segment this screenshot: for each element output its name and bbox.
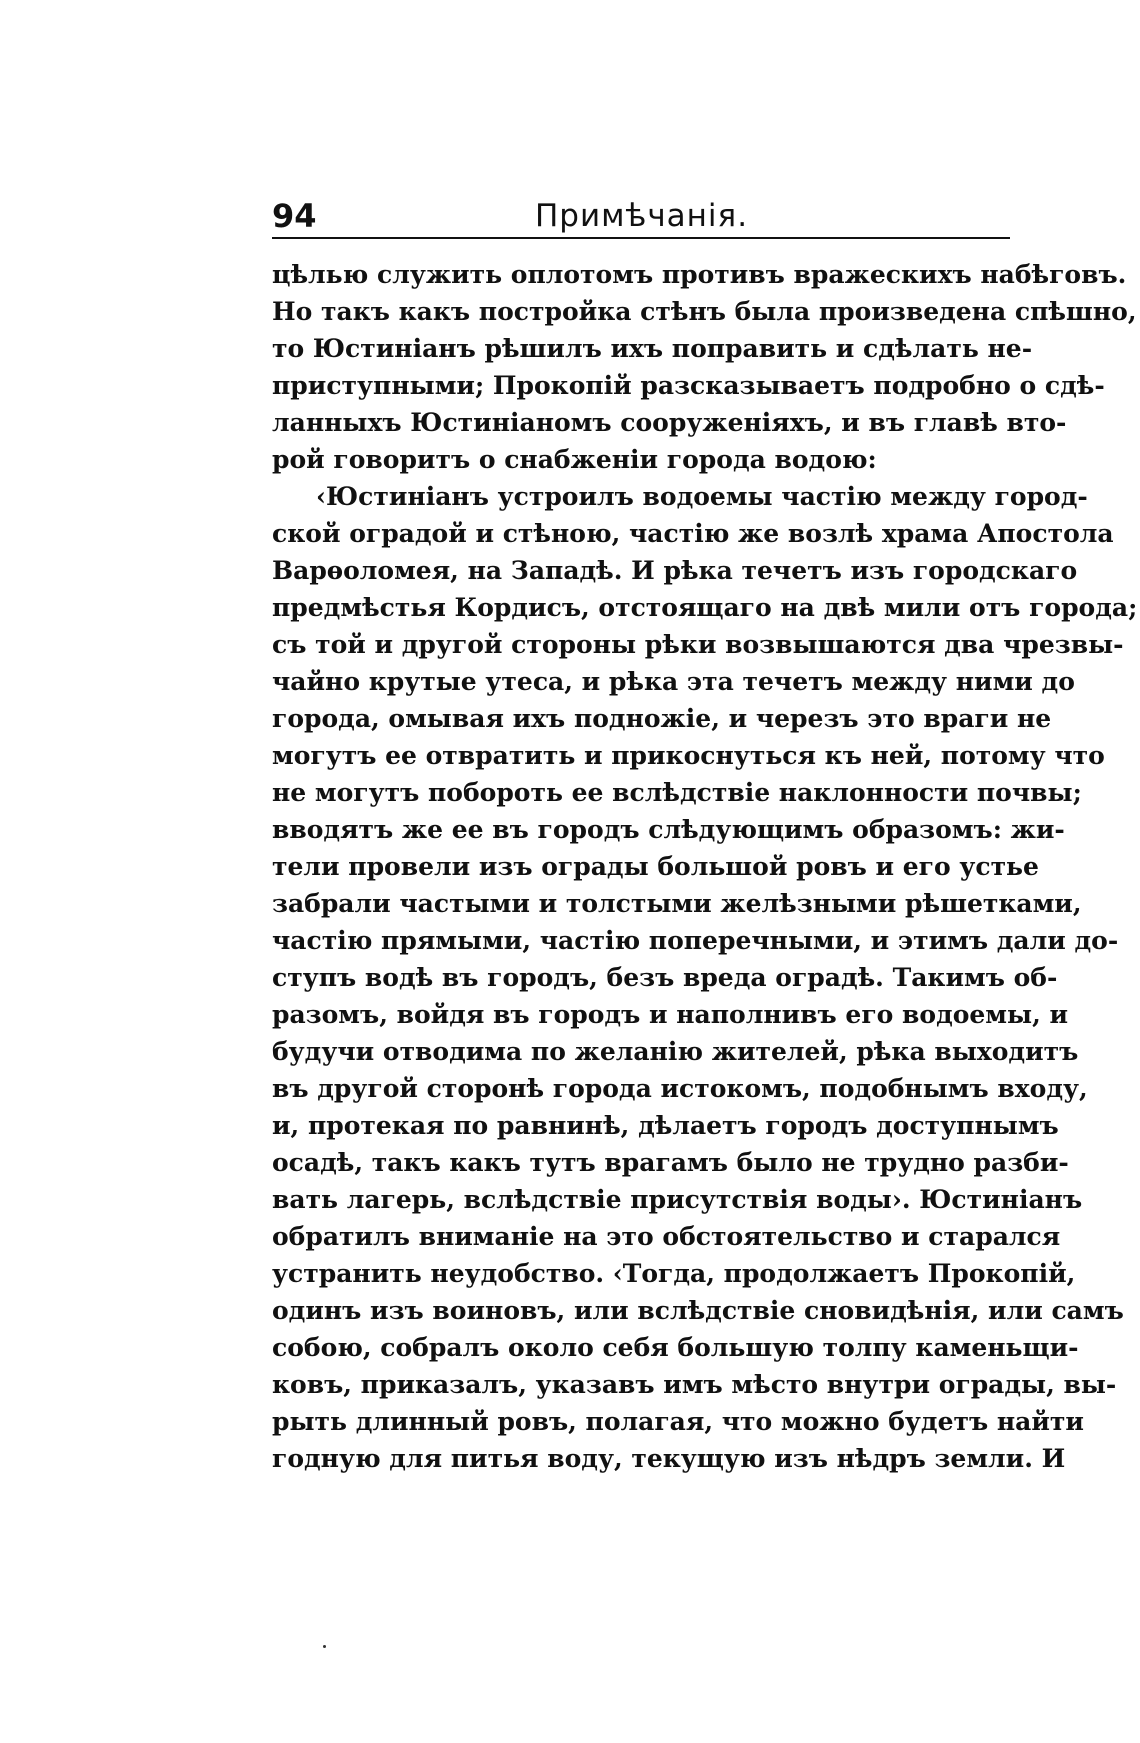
text-line: осадѣ, такъ какъ тутъ врагамъ было не трудно разби- — [272, 1148, 1069, 1177]
text-line: цѣлью служить оплотомъ противъ вражескихъ набѣговъ. — [272, 260, 1127, 289]
text-line: приступными; Прокопій разсказываетъ подробно о сдѣ- — [272, 371, 1105, 400]
text-line: ланныхъ Юстиніаномъ сооруженіяхъ, и въ главѣ вто- — [272, 408, 1067, 437]
text-line: города, омывая ихъ подножіе, и черезъ это враги не — [272, 704, 1052, 733]
text-line: Варѳоломея, на Западѣ. И рѣка течетъ изъ городскаго — [272, 556, 1078, 585]
text-line: обратилъ вниманіе на это обстоятельство и старался — [272, 1222, 1061, 1251]
text-line: устранить неудобство. ‹Тогда, продолжаетъ Прокопій, — [272, 1259, 1076, 1288]
text-line: то Юстиніанъ рѣшилъ ихъ поправить и сдѣлать не- — [272, 334, 1033, 363]
text-line: Но такъ какъ постройка стѣнъ была произведена спѣшно, — [272, 297, 1137, 326]
text-line: предмѣстья Кордисъ, отстоящаго на двѣ мили отъ города; — [272, 593, 1138, 622]
ink-speck — [323, 1645, 326, 1648]
text-line: рыть длинный ровъ, полагая, что можно будетъ найти — [272, 1407, 1084, 1436]
text-line: частію прямыми, частію поперечными, и этимъ дали до- — [272, 926, 1119, 955]
text-line: вать лагерь, вслѣдствіе присутствія воды›. Юстиніанъ — [272, 1185, 1083, 1214]
text-line: могутъ ее отвратить и прикоснуться къ ней, потому что — [272, 741, 1105, 770]
text-line: ской оградой и стѣною, частію же возлѣ храма Апостола — [272, 519, 1114, 548]
text-line: чайно крутые утеса, и рѣка эта течетъ между ними до — [272, 667, 1075, 696]
text-line: и, протекая по равнинѣ, дѣлаетъ городъ доступнымъ — [272, 1111, 1059, 1140]
page-number: 94 — [272, 197, 317, 235]
text-line: ковъ, приказалъ, указавъ имъ мѣсто внутри ограды, вы- — [272, 1370, 1117, 1399]
text-line: собою, собралъ около себя большую толпу каменьщи- — [272, 1333, 1079, 1362]
text-line: въ другой сторонѣ города истокомъ, подобнымъ входу, — [272, 1074, 1088, 1103]
text-line: тели провели изъ ограды большой ровъ и его устье — [272, 852, 1039, 881]
text-line: не могутъ побороть ее вслѣдствіе наклонности почвы; — [272, 778, 1082, 807]
running-title: Примѣчанія. — [535, 198, 749, 234]
text-line: годную для питья воду, текущую изъ нѣдръ земли. И — [272, 1444, 1066, 1473]
text-line: одинъ изъ воиновъ, или вслѣдствіе сновидѣнія, или самъ — [272, 1296, 1124, 1325]
text-line: будучи отводима по желанію жителей, рѣка выходитъ — [272, 1037, 1079, 1066]
text-line: ступъ водѣ въ городъ, безъ вреда оградѣ. Такимъ об- — [272, 963, 1058, 992]
text-line-paragraph-start: ‹Юстиніанъ устроилъ водоемы частію между город- — [316, 482, 1088, 511]
text-line: разомъ, войдя въ городъ и наполнивъ его водоемы, и — [272, 1000, 1069, 1029]
text-line: забрали частыми и толстыми желѣзными рѣшетками, — [272, 889, 1082, 918]
header-rule — [272, 237, 1010, 239]
text-line: съ той и другой стороны рѣки возвышаются два чрезвы- — [272, 630, 1124, 659]
page-header — [272, 196, 1010, 238]
text-line: рой говоритъ о снабженіи города водою: — [272, 445, 877, 474]
text-line: вводятъ же ее въ городъ слѣдующимъ образомъ: жи- — [272, 815, 1065, 844]
body-text — [272, 256, 1138, 1477]
